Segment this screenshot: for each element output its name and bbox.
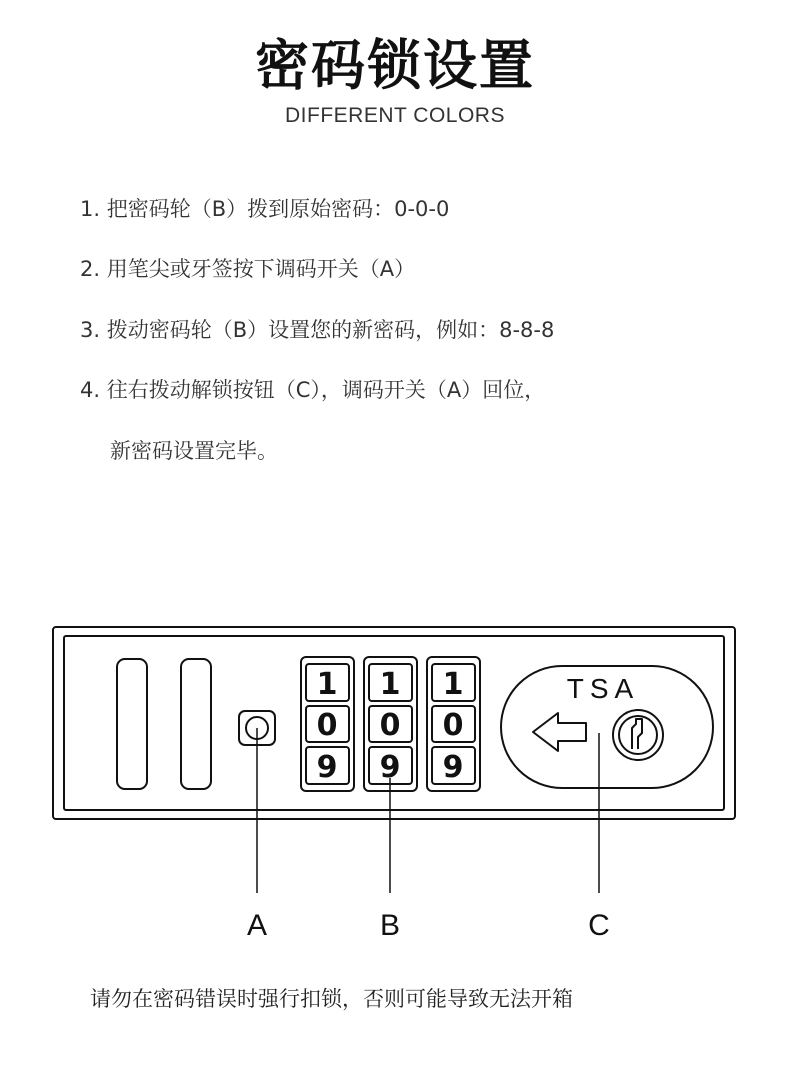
callout-label-c: C: [588, 909, 610, 942]
combination-wheel-2: [364, 657, 417, 791]
instruction-step-2: 2. 用笔尖或牙签按下调码开关（A）: [80, 257, 416, 281]
wheel-3-digit-bottom: 9: [442, 750, 464, 785]
lock-slot-right: [181, 659, 211, 789]
keyhole-icon: [613, 710, 663, 760]
arrow-left-icon: [533, 713, 586, 751]
wheel-1-digit-middle: 0: [316, 708, 338, 743]
wheel-3-digit-middle: 0: [442, 708, 464, 743]
instruction-step-4-continued: 新密码设置完毕。: [110, 439, 278, 463]
wheel-2-digit-bottom: 9: [379, 750, 401, 785]
page-subtitle: DIFFERENT COLORS: [285, 104, 505, 127]
page-title: 密码锁设置: [255, 34, 535, 97]
instruction-step-3: 3. 拨动密码轮（B）设置您的新密码，例如：8-8-8: [80, 318, 555, 342]
instruction-step-1: 1. 把密码轮（B）拨到原始密码：0-0-0: [80, 197, 450, 221]
lock-slot-left: [117, 659, 147, 789]
wheel-2-digit-top: 1: [379, 667, 401, 702]
warning-note: 请勿在密码错误时强行扣锁，否则可能导致无法开箱: [90, 987, 573, 1011]
combination-wheel-3: [427, 657, 480, 791]
callout-label-b: B: [379, 909, 401, 942]
callout-label-a: A: [246, 909, 268, 942]
tsa-label: TSA: [566, 673, 640, 704]
combination-wheel-1: [301, 657, 354, 791]
instruction-step-4: 4. 往右拨动解锁按钮（C），调码开关（A）回位，: [80, 378, 546, 402]
wheel-3-digit-top: 1: [442, 667, 464, 702]
wheel-1-digit-bottom: 9: [316, 750, 338, 785]
wheel-2-digit-middle: 0: [379, 708, 401, 743]
wheel-1-digit-top: 1: [316, 667, 338, 702]
